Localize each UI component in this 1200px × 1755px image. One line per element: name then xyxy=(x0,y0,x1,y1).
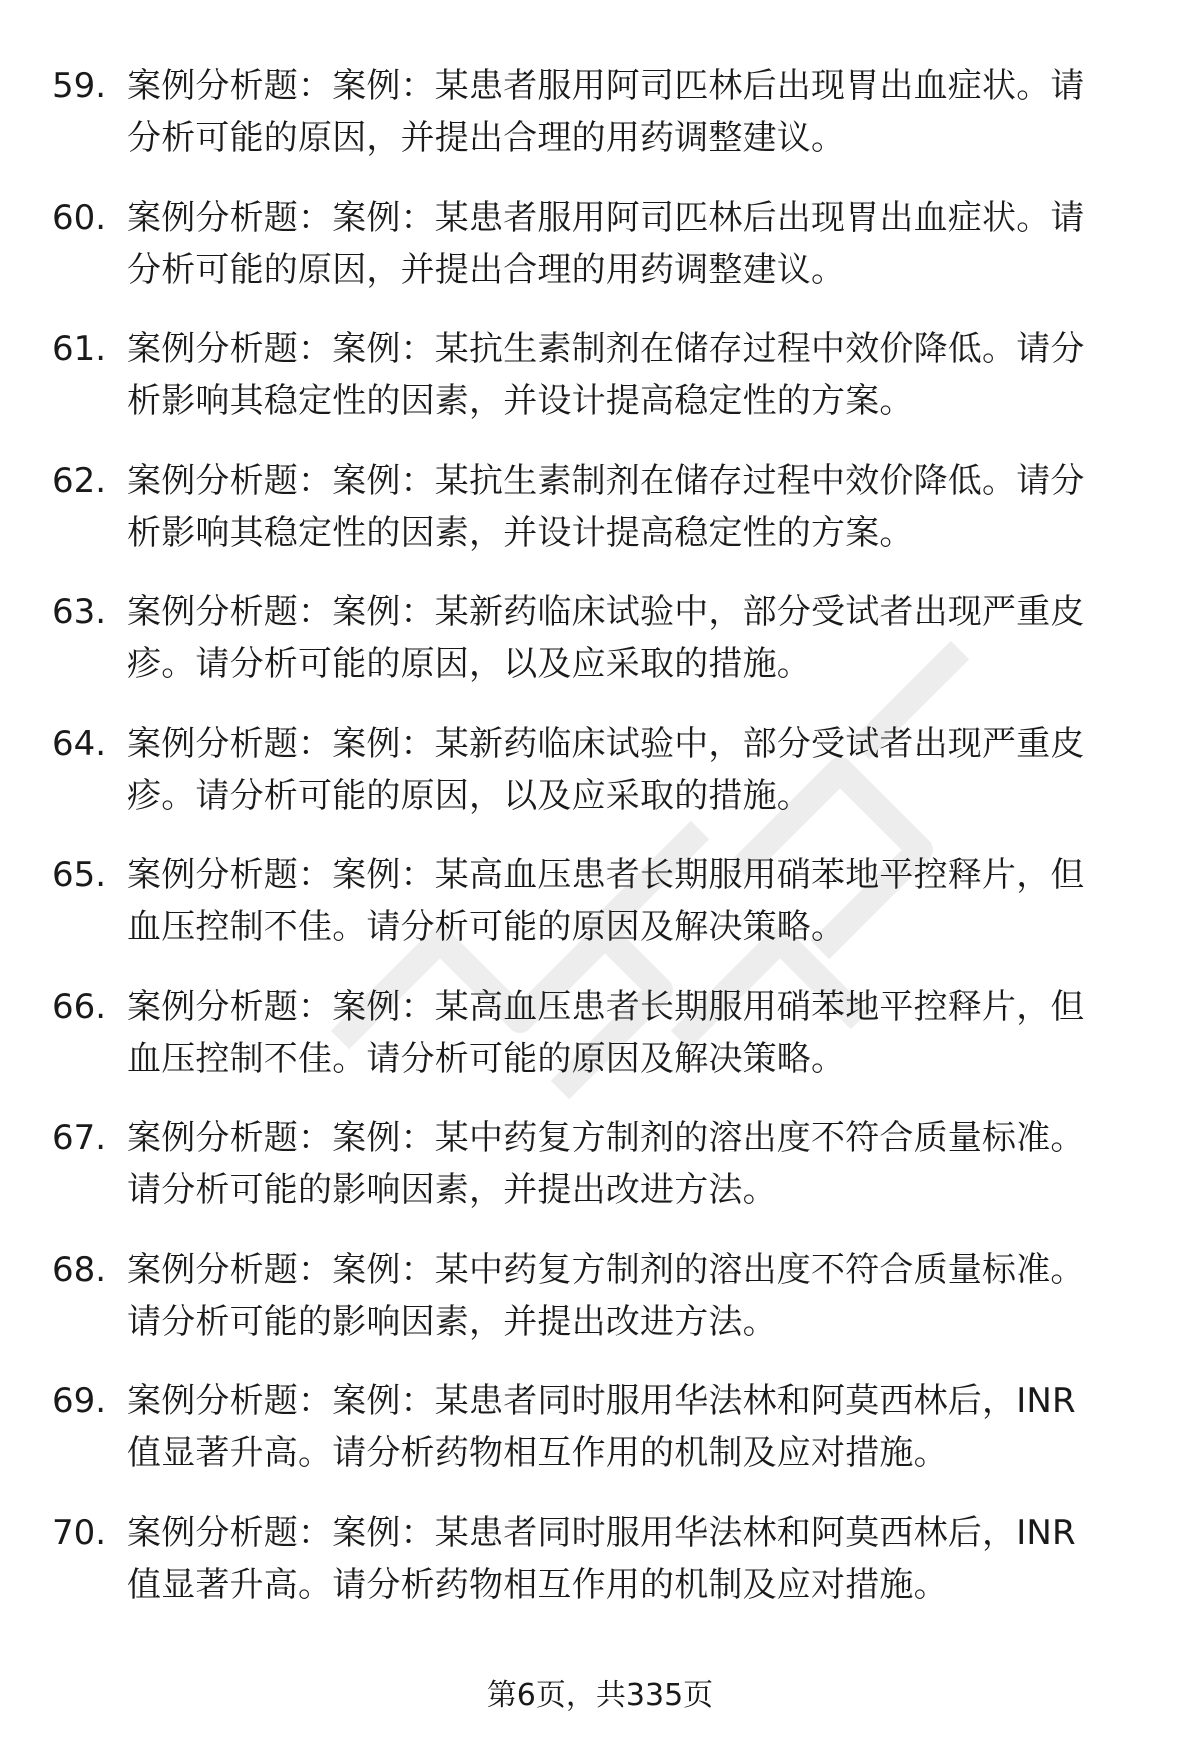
question-number: 66. xyxy=(52,986,107,1027)
question-line-2: 析影响其稳定性的因素，并设计提高稳定性的方案。 xyxy=(127,381,914,421)
question-line-1: 案例分析题：案例：某患者同时服用华法林和阿莫西林后，INR xyxy=(127,1512,1076,1553)
question-item xyxy=(0,455,1200,587)
page-number-footer: 第6页，共335页 xyxy=(486,1678,714,1713)
question-line-1: 案例分析题：案例：某抗生素制剂在储存过程中效价降低。请分 xyxy=(127,329,1085,369)
question-text xyxy=(127,323,1157,427)
question-text xyxy=(127,192,1157,296)
question-line-2: 分析可能的原因，并提出合理的用药调整建议。 xyxy=(127,118,846,158)
question-item xyxy=(0,1244,1200,1376)
question-item xyxy=(0,981,1200,1113)
question-text xyxy=(127,1244,1157,1348)
question-text xyxy=(127,849,1157,953)
question-item xyxy=(0,1112,1200,1244)
question-text xyxy=(127,1112,1157,1216)
question-line-1: 案例分析题：案例：某抗生素制剂在储存过程中效价降低。请分 xyxy=(127,460,1085,501)
question-item xyxy=(0,323,1200,455)
question-line-1: 案例分析题：案例：某高血压患者长期服用硝苯地平控释片，但 xyxy=(127,855,1085,895)
question-number: 59. xyxy=(52,66,107,106)
question-item xyxy=(0,60,1200,192)
question-text xyxy=(127,1507,1157,1611)
question-line-2: 分析可能的原因，并提出合理的用药调整建议。 xyxy=(127,249,846,290)
question-line-1: 案例分析题：案例：某患者服用阿司匹林后出现胃出血症状。请 xyxy=(127,197,1085,238)
question-number: 60. xyxy=(52,197,107,238)
question-text xyxy=(127,586,1157,690)
question-item xyxy=(0,849,1200,981)
question-line-2: 值显著升高。请分析药物相互作用的机制及应对措施。 xyxy=(127,1564,948,1605)
question-text xyxy=(127,981,1157,1085)
question-text xyxy=(127,60,1157,164)
question-text xyxy=(127,455,1157,559)
question-text xyxy=(127,1375,1157,1479)
question-line-1: 案例分析题：案例：某新药临床试验中，部分受试者出现严重皮 xyxy=(127,592,1085,632)
question-text xyxy=(127,718,1157,822)
question-number: 62. xyxy=(52,460,107,501)
question-list xyxy=(0,60,1200,1638)
question-number: 61. xyxy=(52,329,107,369)
question-line-2: 请分析可能的影响因素，并提出改进方法。 xyxy=(127,1170,777,1210)
question-number: 64. xyxy=(52,723,107,764)
question-line-1: 案例分析题：案例：某高血压患者长期服用硝苯地平控释片，但 xyxy=(127,986,1085,1027)
question-number: 65. xyxy=(52,855,107,895)
question-item xyxy=(0,192,1200,324)
question-item xyxy=(0,1507,1200,1639)
question-line-2: 血压控制不佳。请分析可能的原因及解决策略。 xyxy=(127,907,846,947)
question-line-2: 值显著升高。请分析药物相互作用的机制及应对措施。 xyxy=(127,1433,948,1473)
question-line-1: 案例分析题：案例：某患者同时服用华法林和阿莫西林后，INR xyxy=(127,1381,1076,1421)
question-line-1: 案例分析题：案例：某中药复方制剂的溶出度不符合质量标准。 xyxy=(127,1249,1085,1290)
question-number: 67. xyxy=(52,1118,107,1158)
question-item xyxy=(0,1375,1200,1507)
question-line-1: 案例分析题：案例：某中药复方制剂的溶出度不符合质量标准。 xyxy=(127,1118,1085,1158)
question-number: 69. xyxy=(52,1381,107,1421)
question-number: 70. xyxy=(52,1512,107,1553)
question-item xyxy=(0,586,1200,718)
question-line-1: 案例分析题：案例：某新药临床试验中，部分受试者出现严重皮 xyxy=(127,723,1085,764)
question-item xyxy=(0,718,1200,850)
question-number: 63. xyxy=(52,592,107,632)
question-line-2: 疹。请分析可能的原因，以及应采取的措施。 xyxy=(127,644,811,684)
question-line-2: 请分析可能的影响因素，并提出改进方法。 xyxy=(127,1301,777,1342)
question-line-2: 析影响其稳定性的因素，并设计提高稳定性的方案。 xyxy=(127,512,914,553)
question-line-2: 血压控制不佳。请分析可能的原因及解决策略。 xyxy=(127,1038,846,1079)
question-line-2: 疹。请分析可能的原因，以及应采取的措施。 xyxy=(127,775,811,816)
question-number: 68. xyxy=(52,1249,107,1290)
question-line-1: 案例分析题：案例：某患者服用阿司匹林后出现胃出血症状。请 xyxy=(127,66,1085,106)
